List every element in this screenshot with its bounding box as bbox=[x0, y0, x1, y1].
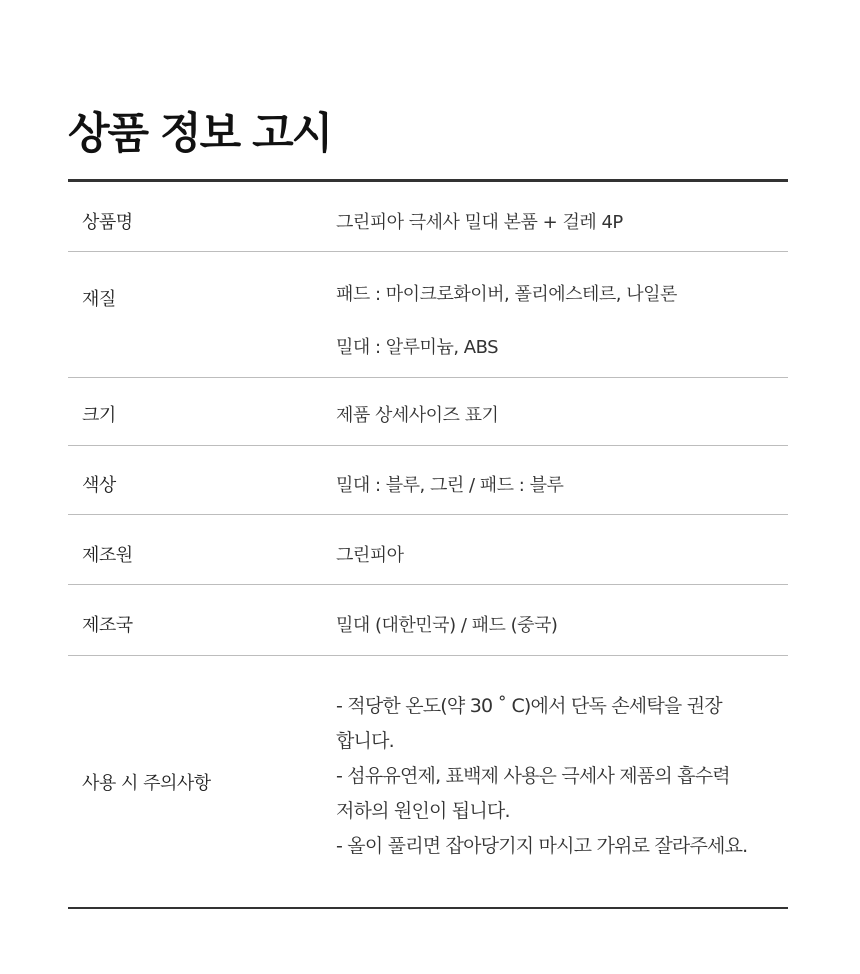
row-label: 제조국 bbox=[82, 615, 133, 636]
table-row-product-name bbox=[68, 182, 788, 252]
row-label: 상품명 bbox=[82, 212, 133, 233]
value-line: 밀대 : 알루미늄, ABS bbox=[336, 337, 499, 358]
row-label: 제조원 bbox=[82, 545, 133, 566]
table-row-precautions bbox=[68, 656, 788, 909]
row-label: 재질 bbox=[82, 289, 116, 310]
product-info-table bbox=[68, 179, 788, 909]
row-label: 사용 시 주의사항 bbox=[82, 772, 211, 794]
row-value bbox=[336, 252, 788, 377]
row-value bbox=[336, 656, 788, 907]
row-value bbox=[336, 446, 788, 514]
value-line: - 적당한 온도(약 30 ˚ C)에서 단독 손세탁을 권장 bbox=[336, 695, 722, 717]
value-line: 그린피아 bbox=[336, 545, 404, 566]
row-value bbox=[336, 515, 788, 584]
row-label: 색상 bbox=[82, 475, 116, 496]
value-line: 그린피아 극세사 밀대 본품 + 걸레 4P bbox=[336, 212, 623, 233]
row-value bbox=[336, 182, 788, 251]
table-row-manufacturer bbox=[68, 515, 788, 585]
row-value bbox=[336, 378, 788, 445]
value-line: 밀대 (대한민국) / 패드 (중국) bbox=[336, 615, 558, 636]
value-line: - 올이 풀리면 잡아당기지 마시고 가위로 잘라주세요. bbox=[336, 835, 748, 857]
row-label: 크기 bbox=[82, 405, 116, 426]
value-line: 패드 : 마이크로화이버, 폴리에스테르, 나일론 bbox=[336, 284, 677, 305]
value-line: 합니다. bbox=[336, 730, 394, 752]
table-row-color bbox=[68, 446, 788, 515]
row-value bbox=[336, 585, 788, 655]
page-title: 상품 정보 고시 bbox=[68, 109, 332, 159]
value-line: 밀대 : 블루, 그린 / 패드 : 블루 bbox=[336, 475, 564, 496]
table-row-size bbox=[68, 378, 788, 446]
value-line: 저하의 원인이 됩니다. bbox=[336, 800, 510, 822]
value-line: - 섬유유연제, 표백제 사용은 극세사 제품의 흡수력 bbox=[336, 765, 730, 787]
table-row-material bbox=[68, 252, 788, 378]
value-line: 제품 상세사이즈 표기 bbox=[336, 405, 499, 426]
table-row-country bbox=[68, 585, 788, 656]
